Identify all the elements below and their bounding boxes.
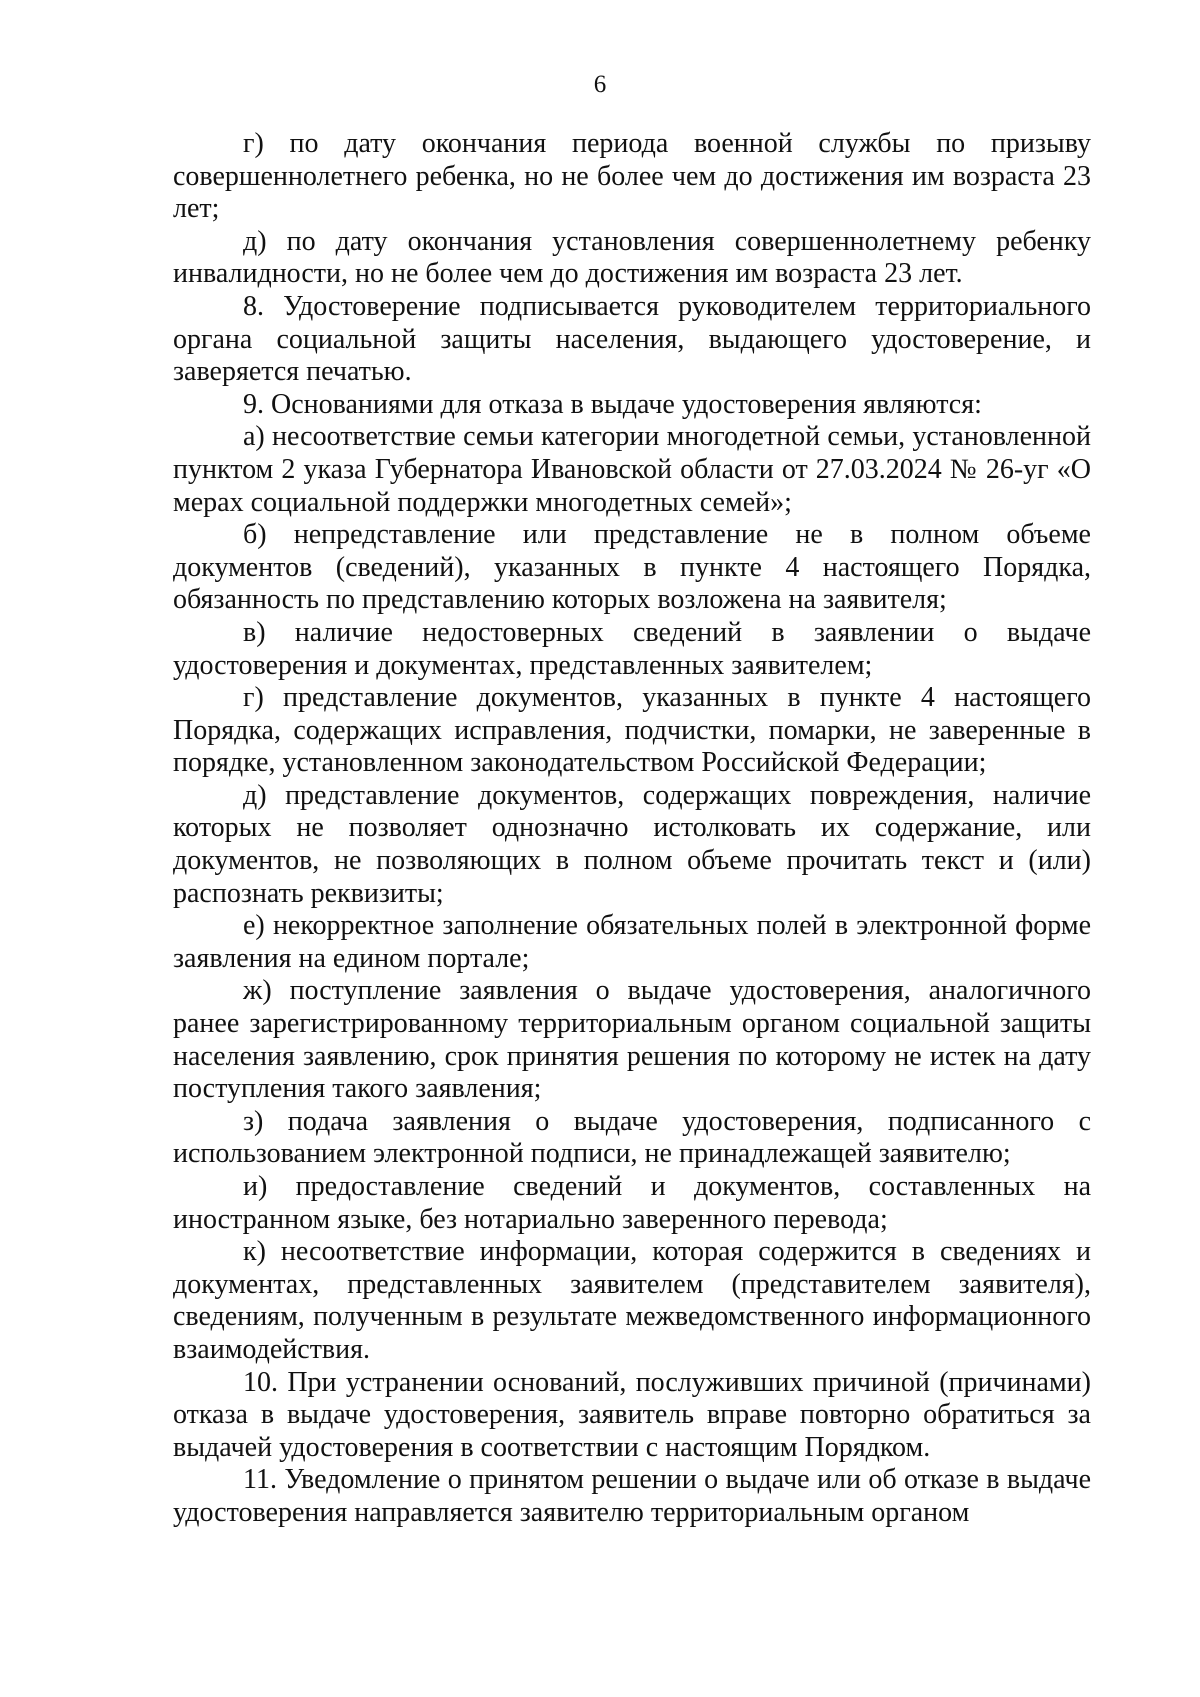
paragraph-9d: д) представление документов, содержащих повреждения, наличие которых не позволяет однозначно истолковать их содержание, или документов, не позволяющих в полном объеме прочитать текст и (или) распознать реквизиты; (173, 779, 1091, 909)
paragraph-9k: к) несоответствие информации, которая содержится в сведениях и документах, представленных заявителем (представителем заявителя), сведениям, полученным в результате межведомственного информационного взаимодействия. (173, 1236, 1091, 1365)
paragraph-9b: б) непредставление или представление не в полном объеме документов (сведений), указанных в пункте 4 настоящего Порядка, обязанность по представлению которых возложена на заявителя; (173, 519, 1091, 616)
document-body (173, 128, 1091, 1530)
paragraph-8-signature: 8. Удостоверение подписывается руководителем территориального органа социальной защиты населения, выдающего удостоверение, и заверяется печатью. (173, 290, 1091, 388)
paragraph-9v: в) наличие недостоверных сведений в заявлении о выдаче удостоверения и документах, представленных заявителем; (173, 616, 1091, 681)
paragraph-9z: з) подача заявления о выдаче удостоверения, подписанного с использованием электронной подписи, не принадлежащей заявителю; (173, 1105, 1091, 1170)
paragraph-9g: г) представление документов, указанных в пункте 4 настоящего Порядка, содержащих исправления, подчистки, помарки, не заверенные в порядке, установленном законодательством Российской Федерации; (173, 682, 1091, 779)
paragraph-9a: а) несоответствие семьи категории многодетной семьи, установленной пунктом 2 указа Губернатора Ивановской области от 27.03.2024 № 26-уг «О мерах социальной поддержки многодетных семей»; (173, 421, 1091, 518)
paragraph-11-notification: 11. Уведомление о принятом решении о выдаче или об отказе в выдаче удостоверения направляется заявителю территориальным органом (173, 1464, 1091, 1528)
page-number: 6 (593, 71, 607, 98)
paragraph-9i: и) предоставление сведений и документов, составленных на иностранном языке, без нотариально заверенного перевода; (173, 1171, 1091, 1235)
paragraph-9-refusal-grounds: 9. Основаниями для отказа в выдаче удостоверения являются: (243, 388, 982, 420)
paragraph-d-disability: д) по дату окончания установления совершеннолетнему ребенку инвалидности, но не более чем до достижения им возраста 23 лет. (173, 225, 1091, 290)
paragraph-g-military-service: г) по дату окончания периода военной службы по призыву совершеннолетнего ребенка, но не более чем до достижения им возраста 23 лет; (173, 128, 1091, 225)
paragraph-9zh: ж) поступление заявления о выдаче удостоверения, аналогичного ранее зарегистрированному территориальным органом социальной защиты населения заявлению, срок принятия решения по которому не истек на дату поступления такого заявления; (173, 975, 1091, 1105)
paragraph-9e: е) некорректное заполнение обязательных полей в электронной форме заявления на едином портале; (173, 910, 1091, 974)
paragraph-10-reapply: 10. При устранении оснований, послуживших причиной (причинами) отказа в выдаче удостоверения, заявитель вправе повторно обратиться за выдачей удостоверения в соответствии с настоящим Порядком. (173, 1366, 1091, 1463)
